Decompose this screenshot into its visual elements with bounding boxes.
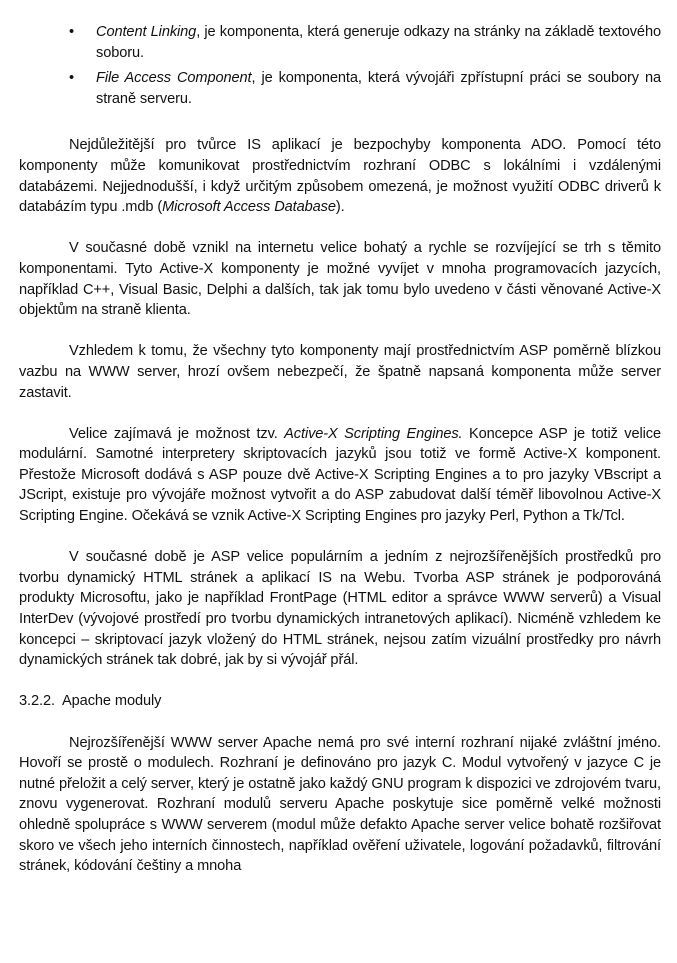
bullet-icon: • [69, 24, 75, 40]
document-page [19, 22, 661, 897]
bullet-icon: • [69, 70, 75, 87]
component-list [19, 22, 661, 109]
paragraph-scripting-engines: Velice zajímavá je možnost tzv. Active-X Scripting Engines. Koncepce ASP je totiž velice modulární. Samotné interpretery skriptovacích jazyků jsou totiž ve formě Active-X komponent. Přestože Microsoft dodává s ASP pouze dvě Active-X Scripting Engines a to pro jazyky VBscript a JScript, existuje pro vývojáře možnost vytvořit a do ASP zabudovat další téměř libovolnou Active-X Scripting Engine. Očekává se vznik Active-X Scripting Engines pro jazyky Perl, Python a Tk/Tcl. [19, 425, 661, 525]
list-item-text: , je komponenta, která generuje odkazy na stránky na základě textového soboru. [96, 24, 661, 61]
list-item-text: , je komponenta, která vývojáři zpřístupní práci se soubory na straně serveru. [96, 70, 661, 107]
list-item [19, 22, 661, 63]
section-heading [19, 691, 661, 712]
list-item-term: File Access Component [96, 70, 252, 87]
section-number: 3.2.2. [19, 693, 55, 710]
paragraph-apache: Nejrozšířenější WWW server Apache nemá pro své interní rozhraní nijaké zvláštní jméno. Hovoří se prostě o modulech. Rozhraní je definováno pro jazyk C. Modul vytvořený v jazyce C je nutné přeložit a celý server, který je ostatně jako každý GNU program k dispozici ve zdrojovém tvaru, znovu vygenerovat. Rozhraní modulů serveru Apache poskytuje sice poměrně velké možnosti ohledně spolupráce s WWW serverem (modul může defakto Apache server velice bohatě rozšiřovat skoro ve všech jeho interních činnostech, například ověření uživatele, logování požadavků, filtrování stránek, kódování češtiny a mnoha [19, 734, 661, 875]
paragraph-risk: Vzhledem k tomu, že všechny tyto komponenty mají prostřednictvím ASP poměrně blízkou vazbu na WWW server, hrozí ovšem nebezpečí, že špatně napsaná komponenta může server zastavit. [19, 343, 661, 401]
section-title: Apache moduly [62, 693, 162, 710]
list-item [19, 68, 661, 109]
paragraph-ado: Nejdůležitější pro tvůrce IS aplikací je bezpochyby komponenta ADO. Pomocí této komponenty může komunikovat prostřednictvím rozhraní ODBC s lokálními i vzdálenými databázemi. Nejjednodušší, i když určitým způsobem omezená, je možnost využití ODBC driverů k databázím typu .mdb (Microsoft Access Database). [19, 137, 661, 216]
list-item-term: Content Linking [96, 24, 197, 40]
paragraph-asp-popularity: V současné době je ASP velice populárním a jedním z nejrozšířenějších prostředků pro tvorbu dynamický HTML stránek a aplikací IS na Webu. Tvorba ASP stránek je podporováná produkty Microsoftu, jako je například FrontPage (HTML editor a správce WWW serverů) a Visual InterDev (vývojové prostředí pro tvorbu dynamických intranetových aplikací). Nicméně vzhledem ke koncepci – skriptovací jazyk vložený do HTML stránek, nejsou zatím vizuální prostředky pro návrh dynamických stránek tak dobré, jak by si vývojář přál. [19, 549, 661, 669]
paragraph-market: V současné době vznikl na internetu velice bohatý a rychle se rozvíjející se trh s těmito komponentami. Tyto Active-X komponenty je možné vyvíjet v mnoha programovacích jazycích, například C++, Visual Basic, Delphi a dalších, tak jak tomu bylo uvedeno v části věnované Active-X objektům na straně klienta. [19, 240, 661, 319]
